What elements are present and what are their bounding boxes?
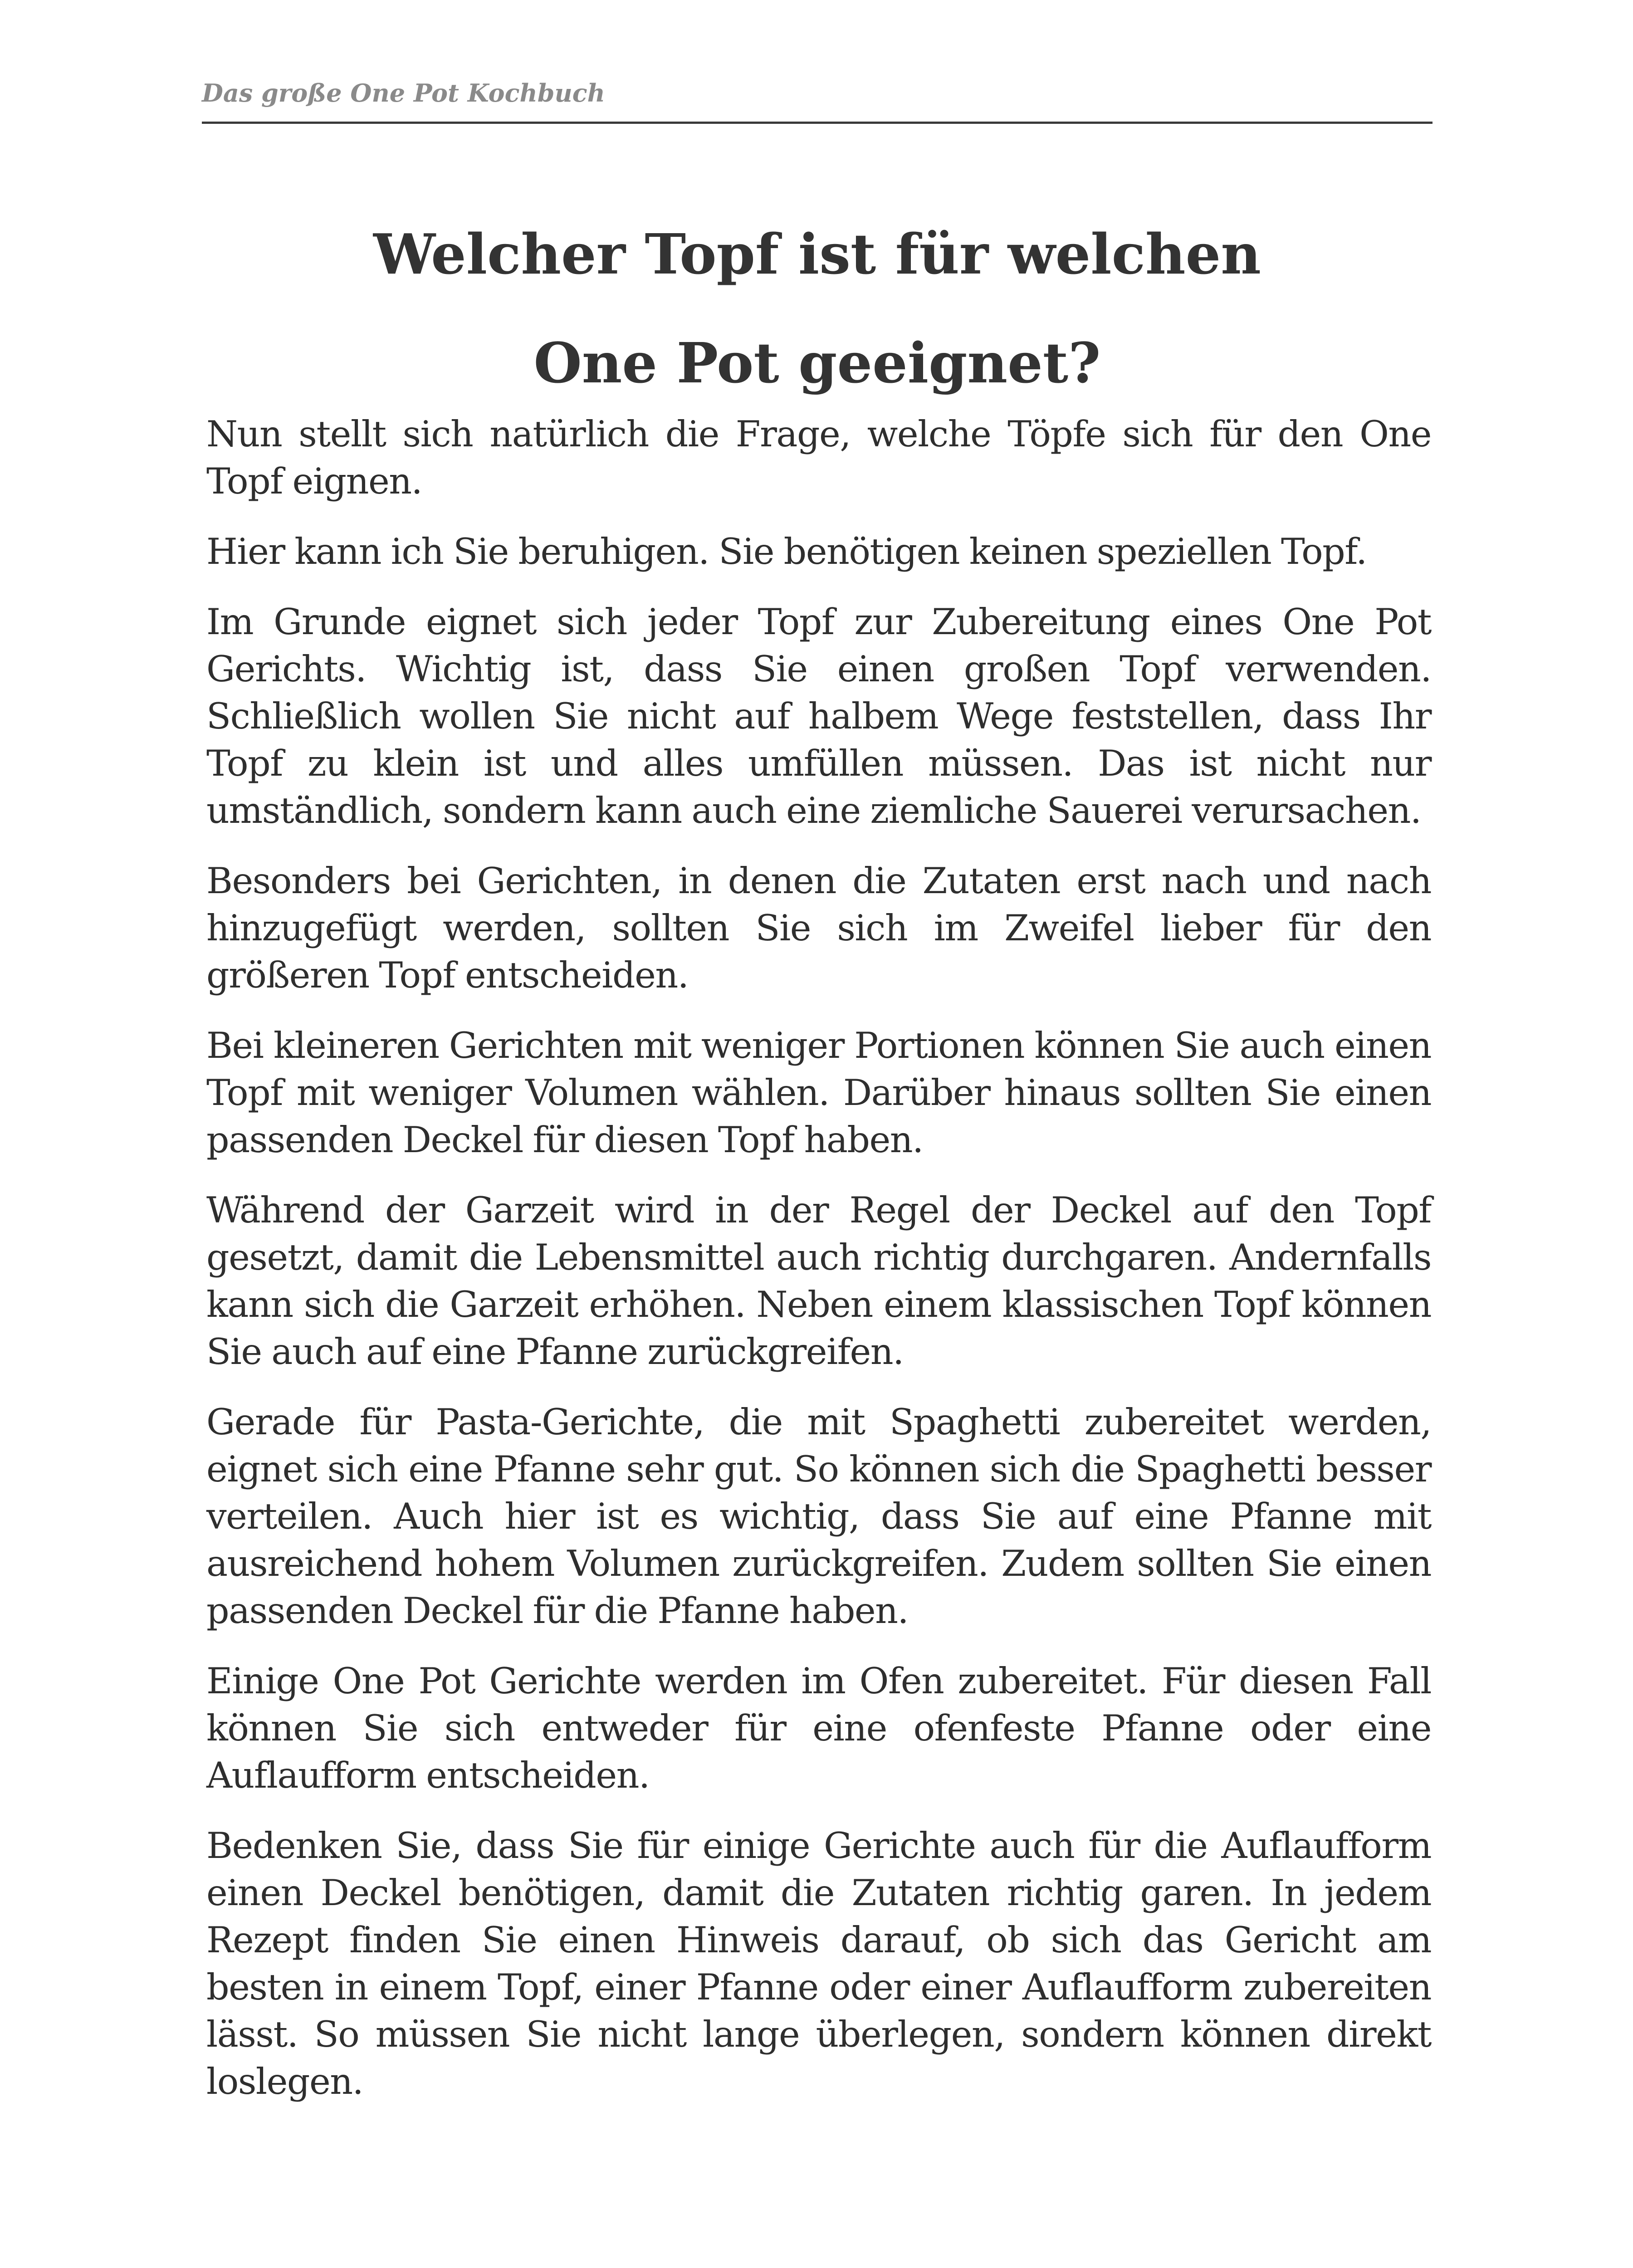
- paragraph: Besonders bei Gerichten, in denen die Zutaten erst nach und nach hinzugefügt werden, sollten Sie sich im Zweifel lieber für den größeren Topf entscheiden.: [206, 860, 1431, 996]
- paragraph: Bedenken Sie, dass Sie für einige Gerichte auch für die Auflaufform einen Deckel benötigen, damit die Zutaten richtig garen. In jedem Rezept finden Sie einen Hinweis darauf, ob sich das Gericht am besten in einem Topf, einer Pfanne oder einer Auflaufform zubereiten lässt. So müssen Sie nicht lange überlegen, sondern können direkt loslegen.: [206, 1825, 1431, 2102]
- paragraph: Während der Garzeit wird in der Regel der Deckel auf den Topf gesetzt, damit die Lebensmittel auch richtig durchgaren. Andernfalls kann sich die Garzeit erhöhen. Neben einem klassischen Topf können Sie auch auf eine Pfanne zurückgreifen.: [206, 1189, 1431, 1373]
- page-title-line-1: Welcher Topf ist für welchen: [373, 221, 1261, 287]
- paragraph: Bei kleineren Gerichten mit weniger Portionen können Sie auch einen Topf mit weniger Volumen wählen. Darüber hinaus sollten Sie einen passenden Deckel für diesen Topf haben.: [206, 1025, 1431, 1161]
- page-title: [202, 200, 1433, 417]
- page-title-line-2: One Pot geeignet?: [533, 330, 1101, 396]
- header-divider: [202, 122, 1433, 124]
- paragraph: Einige One Pot Gerichte werden im Ofen zubereitet. Für diesen Fall können Sie sich entweder für eine ofenfeste Pfanne oder eine Auflaufform entscheiden.: [206, 1660, 1431, 1796]
- paragraph: Hier kann ich Sie beruhigen. Sie benötigen keinen speziellen Topf.: [206, 531, 1367, 572]
- paragraph: Im Grunde eignet sich jeder Topf zur Zubereitung eines One Pot Gerichts. Wichtig ist, dass Sie einen großen Topf verwenden. Schließlich wollen Sie nicht auf halbem Wege feststellen, dass Ihr Topf zu klein ist und alles umfüllen müssen. Das ist nicht nur umständlich, sondern kann auch eine ziemliche Sauerei verursachen.: [206, 601, 1431, 831]
- body-text: [206, 411, 1431, 2128]
- running-header: Das große One Pot Kochbuch: [202, 78, 605, 108]
- paragraph: Nun stellt sich natürlich die Frage, welche Töpfe sich für den One Topf eignen.: [206, 413, 1431, 502]
- paragraph: Gerade für Pasta-Gerichte, die mit Spaghetti zubereitet werden, eignet sich eine Pfanne sehr gut. So können sich die Spaghetti besser verteilen. Auch hier ist es wichtig, dass Sie auf eine Pfanne mit ausreichend hohem Volumen zurückgreifen. Zudem sollten Sie einen passenden Deckel für die Pfanne haben.: [206, 1401, 1431, 1632]
